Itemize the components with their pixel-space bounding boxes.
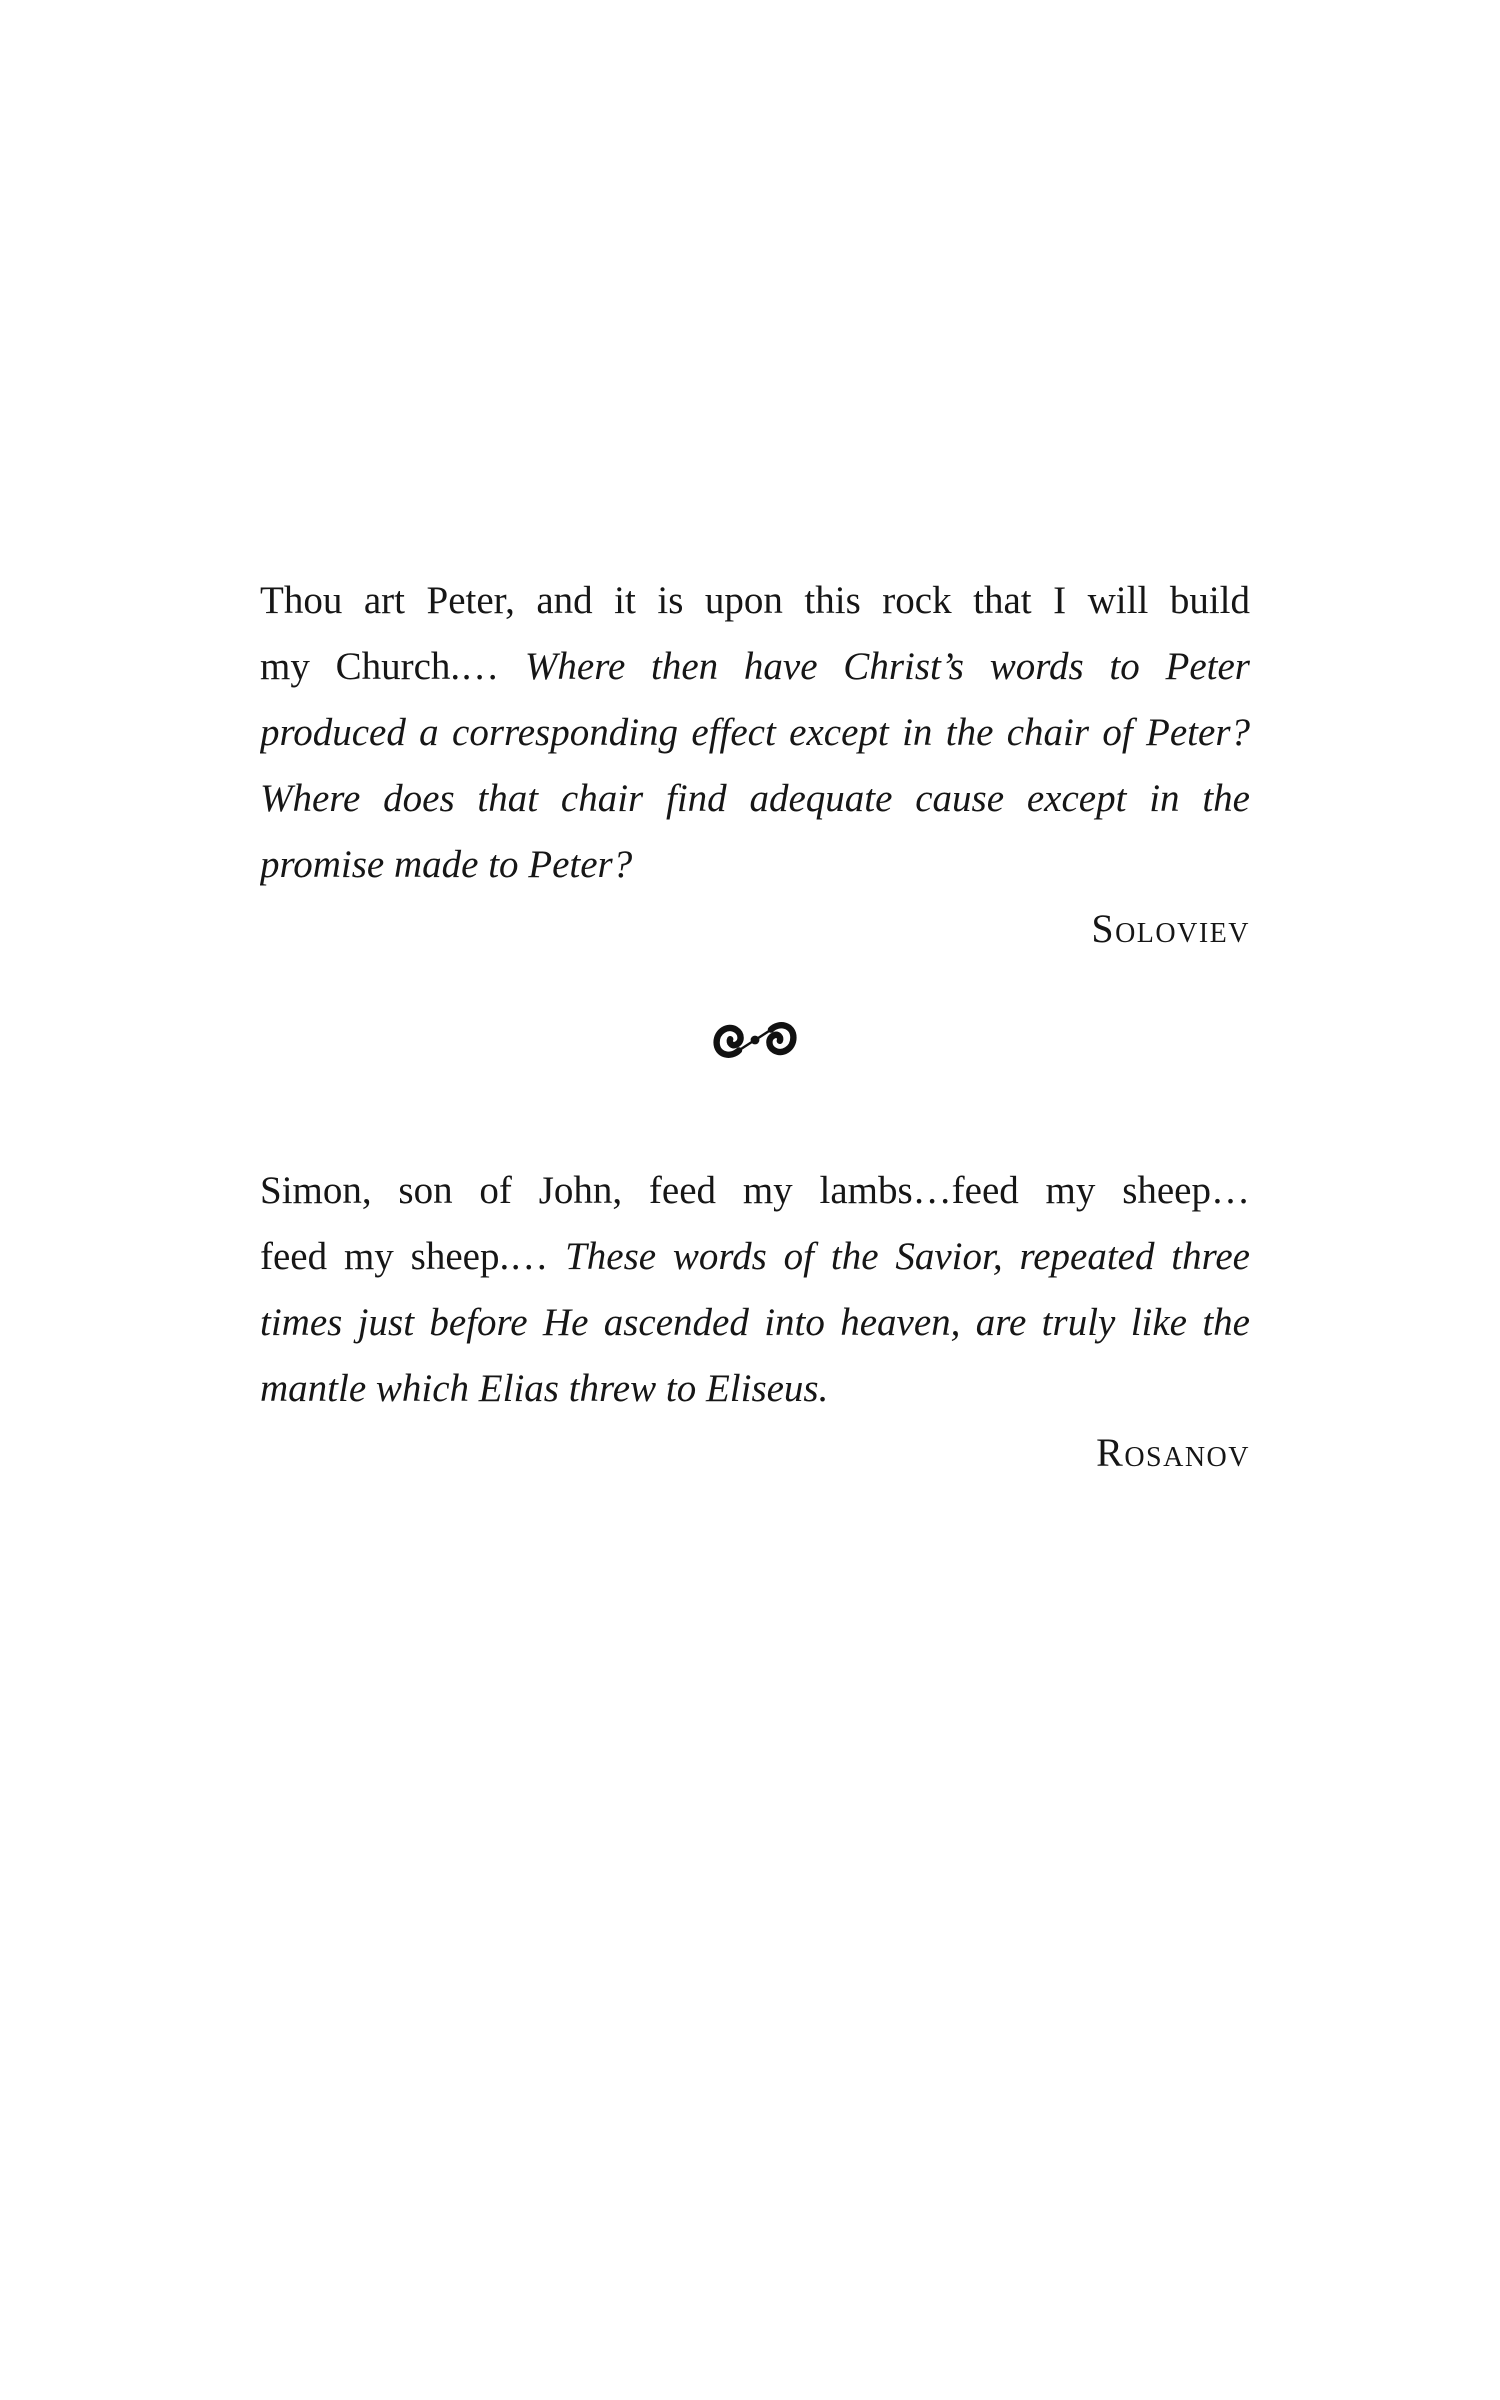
quote-text-segment: my Church.… [260, 645, 525, 688]
quote-text-segment-italic: produced a corresponding effect except in the chair of Peter? [260, 711, 1250, 754]
quote-text-segment-italic: Where does that chair find adequate cause except in the [260, 777, 1250, 820]
quote-line [260, 700, 1250, 766]
quote-text-segment: feed my sheep.… [260, 1235, 566, 1278]
section-divider [260, 1018, 1250, 1078]
epigraph-quote-2 [260, 1158, 1250, 1422]
quote-text-segment: Thou art Peter, and it is upon this rock that I will build [260, 579, 1250, 622]
quote-line [260, 634, 1250, 700]
attribution-rosanov: Rosanov [1096, 1430, 1250, 1475]
quote-line [260, 832, 1250, 898]
quote-text-segment-italic: times just before He ascended into heaven, are truly like the [260, 1301, 1250, 1344]
quote-line [260, 1290, 1250, 1356]
attribution-soloviev: Soloviev [1091, 906, 1250, 951]
quote-text-segment-italic: Where then have Christ’s words to Peter [524, 645, 1250, 688]
quote-line [260, 1356, 1250, 1422]
quote-text-segment-italic: mantle which Elias threw to Eliseus. [260, 1367, 829, 1410]
quote-text-segment-italic: promise made to Peter? [260, 843, 633, 886]
quote-text-segment-italic: These words of the Savior, repeated three [565, 1235, 1250, 1278]
epigraph-quote-1 [260, 568, 1250, 898]
quote-line [260, 1158, 1250, 1224]
quote-line [260, 568, 1250, 634]
quote-text-segment: Simon, son of John, feed my lambs…feed my sheep… [260, 1169, 1250, 1212]
fleuron-divider-icon [707, 1018, 803, 1062]
quote-line [260, 1224, 1250, 1290]
quote-line [260, 766, 1250, 832]
